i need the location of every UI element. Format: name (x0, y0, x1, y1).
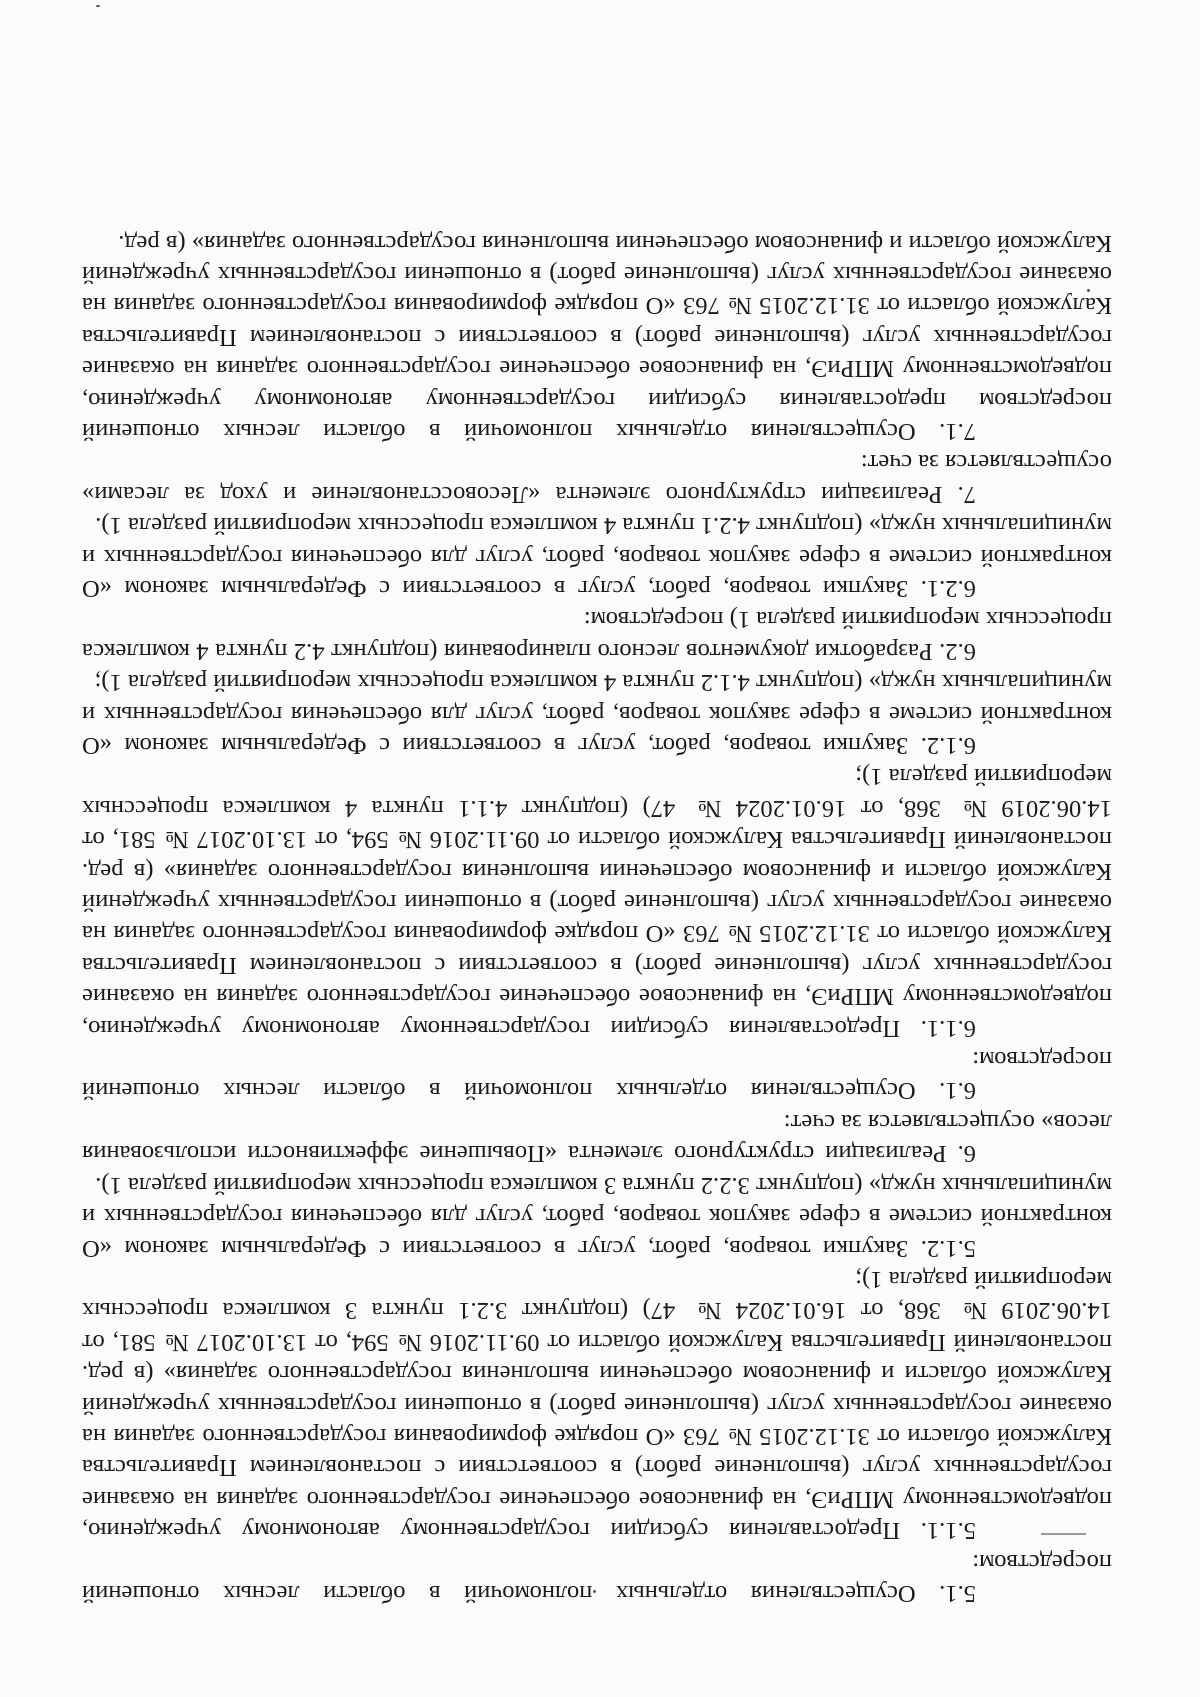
document-body (82, 227, 1112, 1609)
paragraph-6-1-2: 6.1.2. Закупки товаров, работ, услуг в соответствии с Федеральным законом «О контрактной системе в сфере закупок товаров, работ, услуг для обеспечения государственных и муниципальных нужд» (подпункт 4.1.2 пункта 4 комплекса процессных мероприятий раздела 1); (82, 669, 1112, 760)
paragraph-5-1-1: 5.1.1. Предоставления субсидии государственному автономному учреждению, подведомственному МПРиЭ, на финансовое обеспечение государственного задания на оказание государственных услуг (выполнение работ) в соответствии с постановлением Правительства Калужской области от 31.12.2015 № 763 «О порядке формирования государственного задания на оказание государственных услуг (выполнение работ) в отношении государственных учреждений Калужской области и финансовом обеспечении выполнения государственного задания» (в ред. постановлений Правительства Калужской области от 09.11.2016 № 594, от 13.10.2017 № 581, от 14.06.2019 № 368, от 16.01.2024 № 47) (подпункт 3.2.1 пункта 3 комплекса процессных мероприятий раздела 1); (82, 1265, 1112, 1545)
paragraph-6-1-1: 6.1.1. Предоставления субсидии государственному автономному учреждению, подведомственному МПРиЭ, на финансовое обеспечение государственного задания на оказание государственных услуг (выполнение работ) в соответствии с постановлением Правительства Калужской области от 31.12.2015 № 763 «О порядке формирования государственного задания на оказание государственных услуг (выполнение работ) в отношении государственных учреждений Калужской области и финансовом обеспечении выполнения государственного задания» (в ред. постановлений Правительства Калужской области от 09.11.2016 № 594, от 13.10.2017 № 581, от 14.06.2019 № 368, от 16.01.2024 № 47) (подпункт 4.1.1 пункта 4 комплекса процессных мероприятий раздела 1); (82, 763, 1112, 1042)
paragraph-6-2-1: 6.2.1. Закупки товаров, работ, услуг в соответствии с Федеральным законом «О контрактной системе в сфере закупок товаров, работ, услуг для обеспечения государственных и муниципальных нужд» (подпункт 4.2.1 пункта 4 комплекса процессных мероприятий раздела 1). (82, 512, 1112, 602)
paragraph-5-1-2: 5.1.2. Закупки товаров, работ, услуг в соответствии с Федеральным законом «О контрактной системе в сфере закупок товаров, работ, услуг для обеспечения государственных и муниципальных нужд» (подпункт 3.2.2 пункта 3 комплекса процессных мероприятий раздела 1). (82, 1171, 1112, 1262)
paragraph-6-2: 6.2. Разработки документов лесного планирования (подпункт 4.2 пункта 4 комплекса процессных мероприятий раздела 1) посредством: (82, 606, 1112, 665)
paragraph-6: 6. Реализации структурного элемента «Повышение эффективности использования лесов» осуществляется за счет: (82, 1108, 1112, 1168)
scan-speck (96, 5, 100, 7)
paragraph-5-1: 5.1. Осуществления отдельных полномочий в области лесных отношений посредством: (82, 1548, 1112, 1607)
paragraph-7-1: 7.1. Осуществления отдельных полномочий в области лесных отношений посредством предоставления субсидии государственному автономному учреждению, подведомственному МПРиЭ, на финансовое обеспечение государственного задания на оказание государственных услуг (выполнение работ) в соответствии с постановлением Правительства Калужской области от 31.12.2015 № 763 «О порядке формирования государственного задания на оказание государственных услуг (выполнение работ) в отношении государственных учреждений Калужской области и финансовом обеспечении выполнения государственного задания» (в ред. (82, 229, 1112, 445)
paragraph-6-1: 6.1. Осуществления отдельных полномочий в области лесных отношений посредством: (82, 1046, 1112, 1105)
paragraph-7: 7. Реализации структурного элемента «Лесовосстановление и уход за лесами» осуществляется за счет: (82, 449, 1112, 508)
